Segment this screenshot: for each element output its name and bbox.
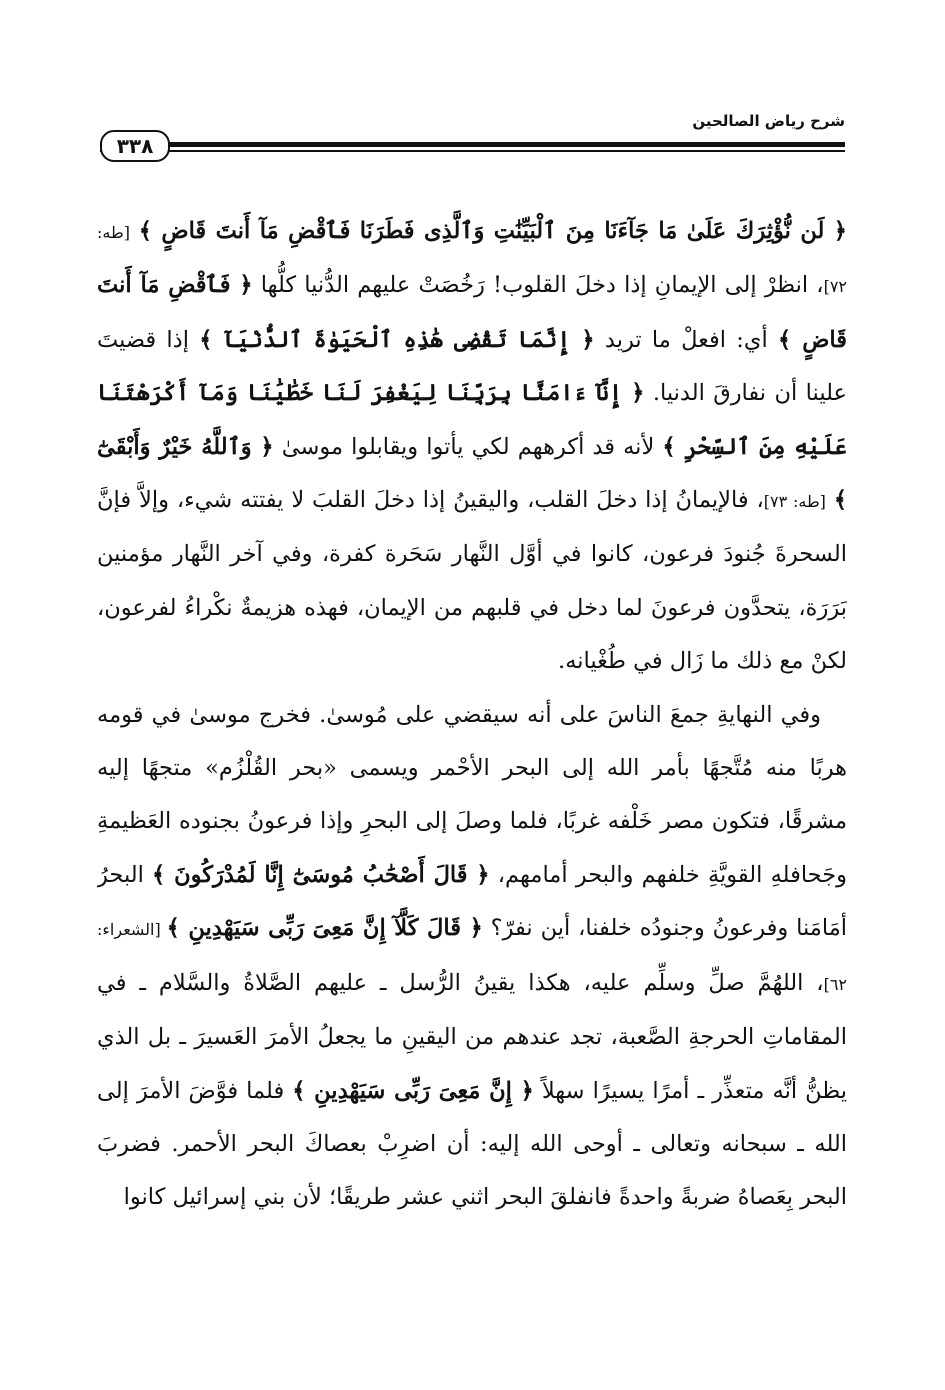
paragraph-text: البحرُ أمَامَنا وفرعونُ وجنودُه خلفنا، أين نفرّ؟	[97, 861, 847, 942]
quran-verse: ﴿ وَٱللَّهُ خَيْرٌ وَأَبْقَىٰٓ ﴾	[97, 433, 847, 514]
paragraph-text: وفي النهايةِ جمعَ الناسَ على أنه سيقضي على مُوسىٰ. فخرج موسىٰ في قومه هربًا منه مُتَّجهًا بأمر الله إلى البحر الأحْمر ويسمى «بحر القُلْزُم» متجهًا إليه مشرقًا، فتكون مصر خَلْفه غربًا، فلما وصلَ إلى البحرِ وإذا فرعونُ بجنوده العَظيمةِ وجَحافلهِ القويَّةِ خلفهم والبحر أمامهم،	[97, 701, 847, 888]
verse-reference: [طه: ٧٣]	[763, 492, 826, 512]
paragraph-text: أي: افعلْ ما تريد	[594, 326, 779, 353]
paragraph-text: ، انظرْ إلى الإيمانِ إذا دخلَ القلوب! رَخُصَتْ عليهم الدُّنيا كلُّها	[260, 272, 824, 299]
quran-verse: ﴿ لَن نُّؤْثِرَكَ عَلَىٰ مَا جَآءَنَا مِنَ ٱلْبَيِّنَٰتِ وَٱلَّذِى فَطَرَنَا فَٱقْضِ مَآ أَنتَ قَاضٍ ﴾	[138, 218, 847, 244]
verse-reference: [طه: ٧٢]	[97, 223, 847, 297]
quran-verse: ﴿ فَٱقْضِ مَآ أَنتَ قَاضٍ ﴾	[97, 272, 847, 353]
page-number: ٣٣٨	[100, 130, 170, 162]
book-title: شرح رياض الصالحين	[692, 112, 845, 130]
page-header	[100, 108, 845, 158]
paragraph-2	[97, 689, 847, 1225]
verse-reference: [الشعراء: ٦٢]	[97, 920, 847, 994]
quran-verse: ﴿ إِنَّمَا تَقْضِى هَٰذِهِ ٱلْحَيَوٰةَ ٱلدُّنْيَآ ﴾	[199, 326, 595, 353]
paragraph-1	[97, 205, 847, 689]
quran-verse: ﴿ إِنَّ مَعِىَ رَبِّى سَيَهْدِينِ ﴾	[292, 1077, 534, 1104]
quran-verse: ﴿ إِنَّآ ءَامَنَّا بِرَبِّنَا لِيَغْفِرَ لَنَا خَطَٰيَٰنَا وَمَآ أَكْرَهْتَنَا عَلَيْهِ مِنَ ٱلسِّحْرِ ﴾	[97, 380, 847, 460]
header-rule-thin	[100, 150, 845, 152]
quran-verse: ﴿ قَالَ كَلَّآ إِنَّ مَعِىَ رَبِّى سَيَهْدِينِ ﴾	[166, 915, 483, 942]
header-rule-thick	[100, 142, 845, 147]
paragraph-text: ، فالإيمانُ إذا دخلَ القلب، واليقينُ إذا دخلَ القلبَ لا يفتته شيء، وإلاَّ فإنَّ السحرةَ جُنودَ فرعون، كانوا في أوَّل النَّهار سَحَرة كفرة، وفي آخر النَّهار مؤمنين بَرَرَة، يتحدَّون فرعونَ لما دخل في قلبهم من الإيمان، فهذه هزيمةٌ نكْراءُ لفرعون، لكنْ مع ذلك ما زَال في طُغْيانه.	[97, 487, 847, 675]
paragraph-text: إذا قضيتَ علينا أن نفارقَ الدنيا.	[97, 326, 847, 407]
page-body	[97, 205, 847, 1295]
paragraph-text: فلما فوَّضَ الأمرَ إلى الله ـ سبحانه وتعالى ـ أوحى الله إليه: أن اضرِبْ بعصاكَ البحر الأحمر. فضربَ البحر بِعَصاهُ ضربةً واحدةً فانفلقَ البحر اثني عشر طريقًا؛ لأن بني إسرائيل كانوا	[97, 1077, 847, 1211]
quran-verse: ﴿ قَالَ أَصْحَٰبُ مُوسَىٰٓ إِنَّا لَمُدْرَكُونَ ﴾	[152, 861, 490, 888]
paragraph-text: ، اللهُمَّ صلِّ وسلِّم عليه، هكذا يقينُ الرُّسل ـ عليهم الصَّلاةُ والسَّلام ـ في المقاماتِ الحرجةِ الصَّعبة، تجد عندهم من اليقينِ ما يجعلُ الأمرَ العَسيرَ ـ بل الذي يظنُّ أنَّه متعذِّر ـ أمرًا يسيرًا سهلاً	[97, 969, 847, 1104]
paragraph-text: لأنه قد أكرههم لكي يأتوا ويقابلوا موسىٰ	[273, 433, 663, 460]
